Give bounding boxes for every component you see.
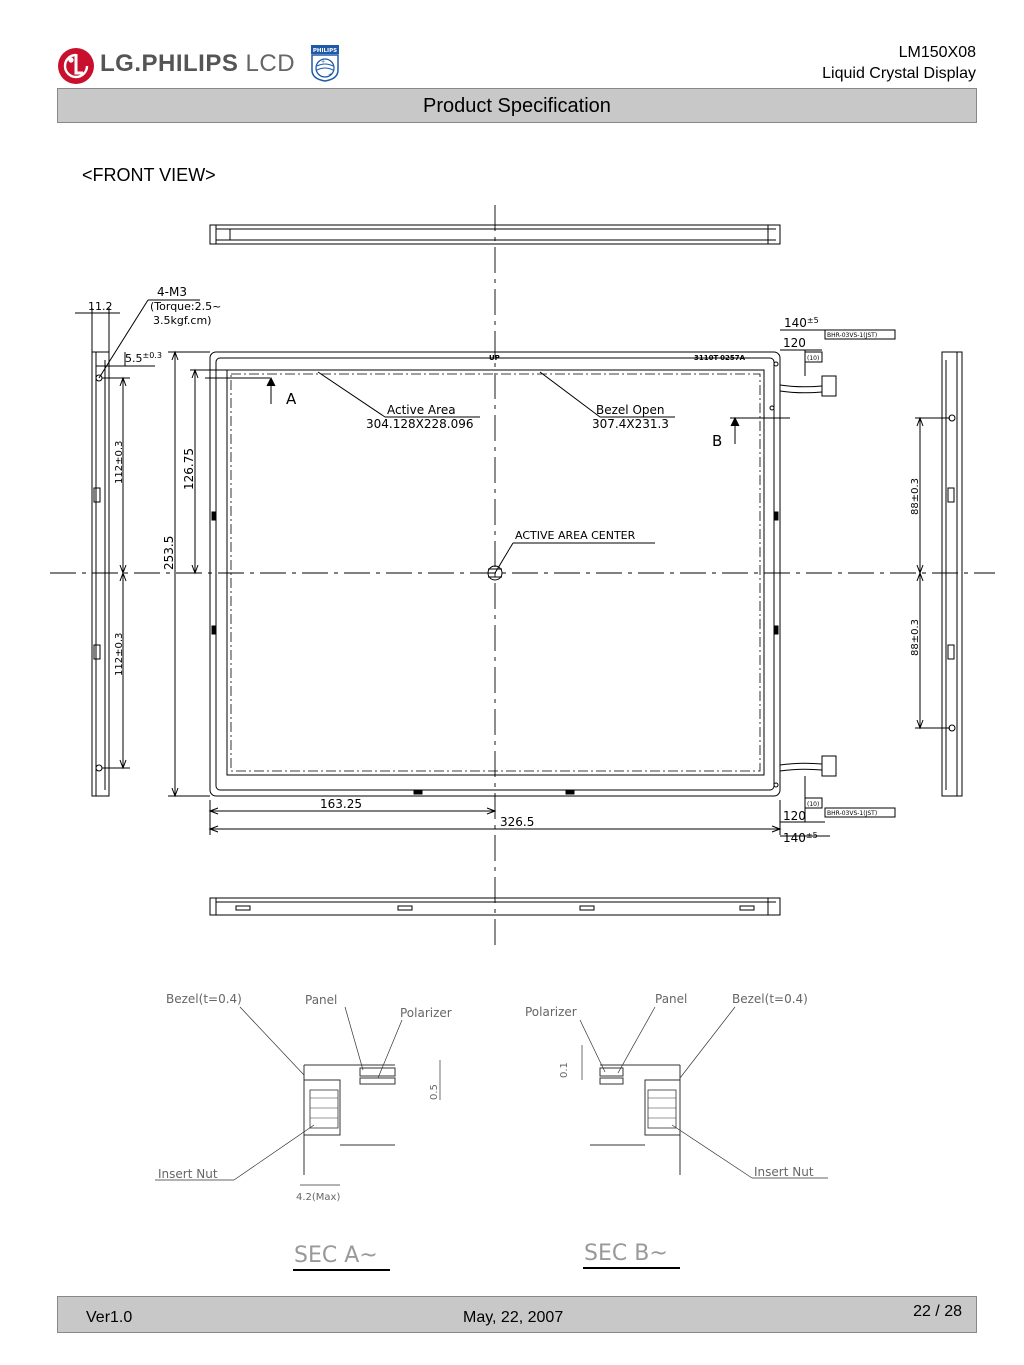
dim-120-top: 120 bbox=[783, 336, 806, 350]
page-number: 22 / 28 bbox=[913, 1303, 962, 1320]
bezel-open-value: 307.4X231.3 bbox=[592, 417, 669, 431]
up-mark: UP bbox=[489, 354, 500, 362]
connector-bottom bbox=[780, 756, 895, 836]
dim-253-5: 253.5 bbox=[162, 535, 176, 570]
dim-120-bottom: 120 bbox=[783, 809, 806, 823]
connector-top-label: BHR-03VS-1(JST) bbox=[827, 332, 878, 339]
dim-10-top: (10) bbox=[807, 355, 820, 362]
torque-line-2: 3.5kgf.cm) bbox=[153, 314, 212, 327]
screw-label: 4-M3 bbox=[157, 285, 187, 299]
right-side-view bbox=[915, 352, 962, 796]
date-label: May, 22, 2007 bbox=[463, 1309, 564, 1326]
sec-b-polarizer-label: Polarizer bbox=[525, 1005, 577, 1019]
active-area-center-label: ACTIVE AREA CENTER bbox=[515, 529, 636, 542]
product-type: Liquid Crystal Display bbox=[822, 65, 976, 82]
svg-text:+: + bbox=[321, 59, 326, 65]
sec-b-title: SEC B~ bbox=[584, 1241, 668, 1266]
dim-10-bottom: (10) bbox=[807, 801, 820, 808]
logo-wordmark: LG.PHILIPS LCD bbox=[100, 50, 296, 77]
height-dimensions bbox=[168, 352, 227, 796]
dim-5-5: $5.5^{\pm 0.3}$ bbox=[125, 351, 162, 365]
dim-88-top: 88±0.3 bbox=[910, 477, 921, 515]
active-area-label: Active Area bbox=[387, 403, 456, 417]
dim-11-2: 11.2 bbox=[88, 300, 113, 313]
dim-140-bottom: $140^{\pm 5}$ bbox=[783, 831, 818, 845]
model-block bbox=[822, 42, 976, 84]
section-b-mark: B bbox=[712, 432, 723, 450]
dim-326-5: 326.5 bbox=[500, 815, 535, 829]
sec-a-title: SEC A~ bbox=[294, 1243, 378, 1268]
sec-a-polarizer-label: Polarizer bbox=[400, 1006, 452, 1020]
dim-126-75: 126.75 bbox=[182, 448, 196, 490]
dim-88-bottom: 88±0.3 bbox=[910, 618, 921, 656]
lg-philips-logo bbox=[56, 44, 356, 88]
lg-face-icon bbox=[56, 46, 96, 86]
dim-163-25: 163.25 bbox=[320, 797, 362, 811]
page-title: Product Specification bbox=[423, 95, 611, 117]
dim-112-top: 112±0.3 bbox=[114, 440, 125, 484]
dim-140-top: $140^{\pm 5}$ bbox=[784, 316, 819, 330]
sec-a-dim-4-2: 4.2(Max) bbox=[296, 1192, 341, 1203]
svg-text:PHILIPS: PHILIPS bbox=[312, 48, 338, 54]
active-area-value: 304.128X228.096 bbox=[366, 417, 474, 431]
svg-text:+: + bbox=[328, 72, 333, 78]
dim-112-bottom: 112±0.3 bbox=[114, 632, 125, 676]
sec-b-bezel-label: Bezel(t=0.4) bbox=[732, 992, 808, 1006]
sec-b-panel-label: Panel bbox=[655, 992, 688, 1006]
front-view-drawing bbox=[0, 195, 1024, 1285]
connector-bottom-label: BHR-03VS-1(JST) bbox=[827, 810, 878, 817]
sec-b-insert-nut-label: Insert Nut bbox=[754, 1165, 814, 1179]
panel-leaders bbox=[205, 372, 790, 444]
left-side-view bbox=[75, 300, 200, 796]
torque-line-1: (Torque:2.5~ bbox=[150, 300, 222, 313]
section-b-detail bbox=[580, 1007, 828, 1268]
sec-a-panel-label: Panel bbox=[305, 993, 338, 1007]
footer-bar bbox=[57, 1296, 977, 1333]
section-a-detail bbox=[155, 1007, 440, 1270]
sec-b-dim-0-1: 0.1 bbox=[559, 1062, 570, 1078]
section-a-mark: A bbox=[286, 390, 297, 408]
sec-a-dim-0-5: 0.5 bbox=[429, 1084, 440, 1100]
part-number: 3110T-0257A bbox=[694, 354, 746, 362]
bezel-open-label: Bezel Open bbox=[596, 403, 665, 417]
sec-a-insert-nut-label: Insert Nut bbox=[158, 1167, 218, 1181]
version-label: Ver1.0 bbox=[86, 1309, 133, 1326]
philips-shield-icon bbox=[310, 44, 340, 82]
section-label: <FRONT VIEW> bbox=[82, 165, 216, 185]
model-number: LM150X08 bbox=[898, 44, 976, 61]
title-bar bbox=[57, 88, 977, 123]
sec-a-bezel-label: Bezel(t=0.4) bbox=[166, 992, 242, 1006]
